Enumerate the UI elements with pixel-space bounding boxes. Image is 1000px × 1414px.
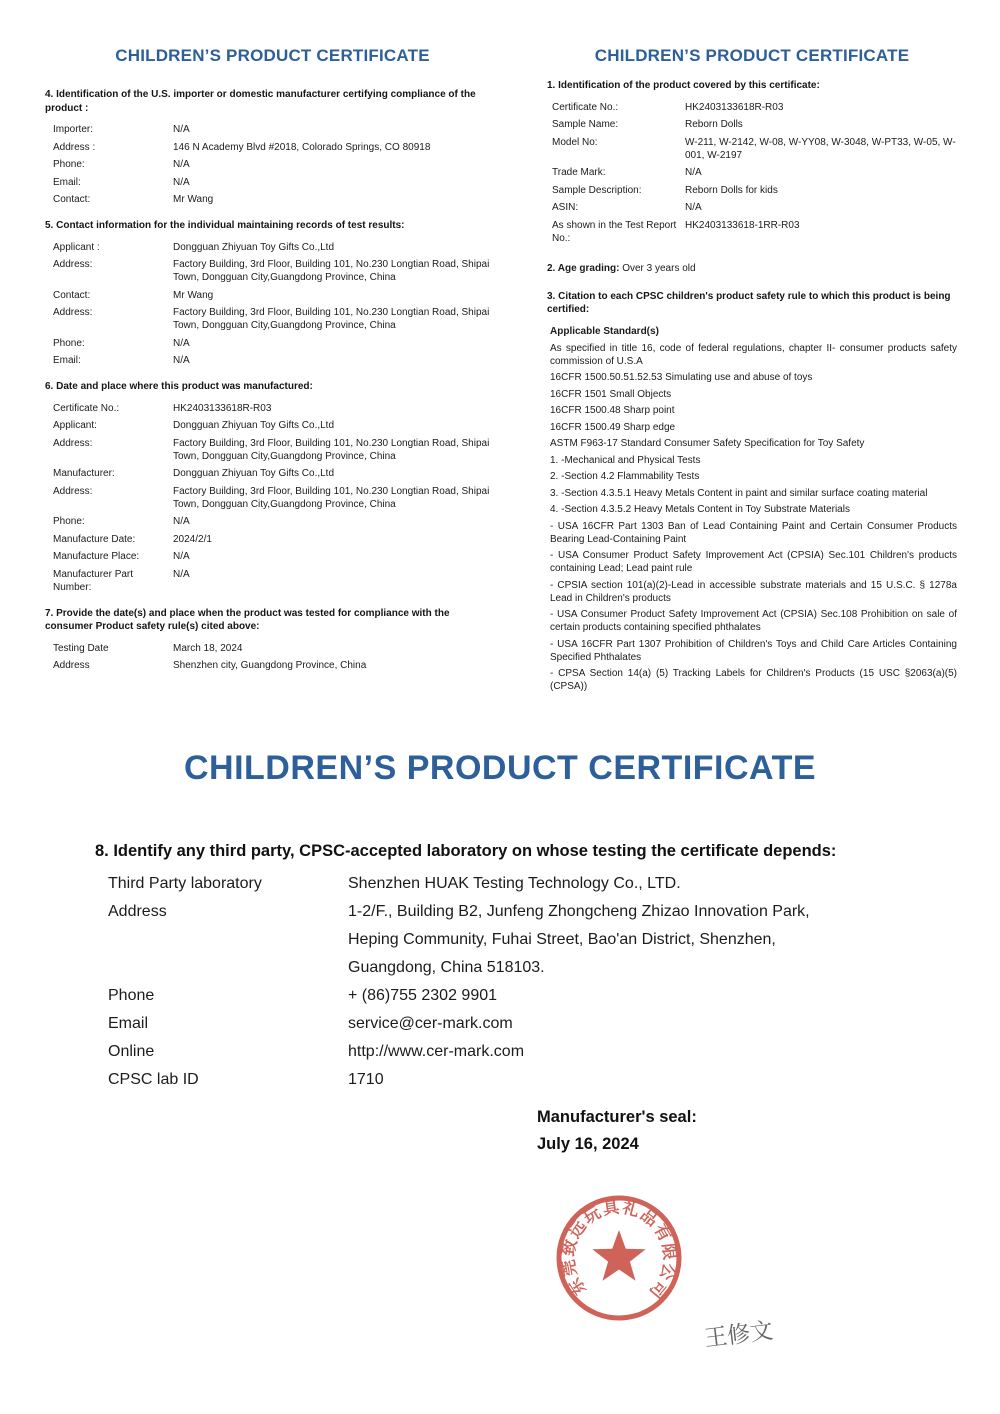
field-row <box>45 158 500 171</box>
section4-heading: 4. Identification of the U.S. importer or domestic manufacturer certifying compliance of the product : <box>45 89 476 114</box>
field-row <box>45 176 500 189</box>
field-value: Reborn Dolls <box>685 119 743 130</box>
field-value: Reborn Dolls for kids <box>685 184 778 196</box>
field-row <box>45 550 500 563</box>
field-label: Address: <box>53 437 93 449</box>
field-label: Contact: <box>53 289 91 301</box>
field-row <box>45 241 500 254</box>
field-label: Address : <box>53 141 96 153</box>
field-value: N/A <box>173 568 190 580</box>
field-label: Address: <box>53 485 93 497</box>
field-label: Manufacturer Part Number: <box>53 568 134 593</box>
field-label: Email <box>108 1015 149 1032</box>
field-value: N/A <box>173 176 190 188</box>
manufacturer-seal-label: Manufacturer's seal: <box>537 1108 697 1126</box>
field-label: Importer: <box>53 124 94 135</box>
field-row <box>45 258 500 284</box>
page-right <box>547 46 957 697</box>
citation-item: 4. -Section 4.3.5.2 Heavy Metals Content in Toy Substrate Materials <box>550 504 850 515</box>
seal-date: July 16, 2024 <box>537 1135 639 1153</box>
citation-item: 16CFR 1501 Small Objects <box>550 388 672 400</box>
field-value: service@cer-mark.com <box>348 1015 513 1032</box>
field-row <box>45 437 500 463</box>
field-label: Model No: <box>552 136 598 148</box>
field-value: Dongguan Zhiyuan Toy Gifts Co.,Ltd <box>173 420 335 431</box>
field-value: Dongguan Zhiyuan Toy Gifts Co.,Ltd <box>173 468 335 479</box>
stamp-star-icon <box>592 1230 645 1281</box>
field-label: Trade Mark: <box>552 167 606 178</box>
field-label: Phone: <box>53 337 85 349</box>
section8 <box>95 840 925 1094</box>
field-row <box>45 659 500 672</box>
citation-item: 1. -Mechanical and Physical Tests <box>550 454 701 466</box>
citation-item: 16CFR 1500.50.51.52.53 Simulating use and abuse of toys <box>550 372 813 383</box>
field-value: Mr Wang <box>173 289 214 301</box>
field-label: Email: <box>53 355 81 366</box>
field-value: 146 N Academy Blvd #2018, Colorado Springs, CO 80918 <box>173 141 431 153</box>
field-label: Address <box>53 660 90 671</box>
field-label: Contact: <box>53 194 91 205</box>
page-left <box>45 46 500 697</box>
field-value: HK2403133618R-R03 <box>173 402 272 414</box>
field-row <box>45 419 500 432</box>
field-row <box>45 642 500 655</box>
field-row <box>547 201 957 214</box>
citation-item: 2. -Section 4.2 Flammability Tests <box>550 471 700 482</box>
field-label: Sample Name: <box>552 119 619 130</box>
field-row <box>95 1066 925 1094</box>
citation-item: - USA Consumer Product Safety Improvement Act (CPSIA) Sec.108 Prohibition on sale of certain products containing specified phthalates <box>550 609 957 633</box>
field-row <box>95 1038 925 1066</box>
field-label: ASIN: <box>552 202 579 213</box>
field-label: Address <box>108 903 167 920</box>
section6-heading: 6. Date and place where this product was manufactured: <box>45 381 313 392</box>
stamp-company-name: 东莞致远玩具礼品有限公司 <box>558 1197 680 1304</box>
field-label: Applicant : <box>53 241 100 253</box>
field-value: Factory Building, 3rd Floor, Building 101, No.230 Longtian Road, Shipai Town, Dongguan City,Guangdong Province, China <box>173 437 490 462</box>
field-row <box>45 337 500 350</box>
field-row <box>45 402 500 415</box>
signature-text: 王修文 <box>702 1318 775 1353</box>
field-row <box>45 485 500 511</box>
field-row <box>95 898 925 982</box>
field-label: CPSC lab ID <box>108 1071 199 1088</box>
field-label: Phone: <box>53 159 85 170</box>
age-grading-value: Over 3 years old <box>622 262 696 274</box>
signature <box>696 1302 816 1362</box>
applicable-standards-subheading: Applicable Standard(s) <box>550 325 659 337</box>
field-label: Address: <box>53 259 93 270</box>
citation-item: ASTM F963-17 Standard Consumer Safety Specification for Toy Safety <box>550 438 865 449</box>
citation-item: - USA 16CFR Part 1307 Prohibition of Children's Toys and Child Care Articles Containing Specified Phthalates <box>550 638 957 663</box>
field-label: As shown in the Test Report No.: <box>552 219 677 244</box>
citation-item: 16CFR 1500.48 Sharp point <box>550 405 675 416</box>
section8-heading: 8. Identify any third party, CPSC-accepted laboratory on whose testing the certificate depends: <box>95 842 837 860</box>
field-value: Shenzhen HUAK Testing Technology Co., LTD. <box>348 875 681 892</box>
field-label: Manufacture Place: <box>53 551 140 562</box>
field-row <box>95 1010 925 1038</box>
citation-item: - USA Consumer Product Safety Improvement Act (CPSIA) Sec.101 Children's products containing Lead; Lead paint rule <box>550 550 957 574</box>
field-row <box>45 141 500 154</box>
field-row <box>547 166 957 179</box>
manufacturer-seal-block <box>537 1104 1000 1158</box>
field-label: Applicant: <box>53 420 97 431</box>
page-title: CHILDREN’S PRODUCT CERTIFICATE <box>594 46 910 65</box>
field-value: 2024/2/1 <box>173 533 212 545</box>
field-row <box>547 136 957 162</box>
citation-item: - USA 16CFR Part 1303 Ban of Lead Containing Paint and Certain Consumer Products Bearing Lead-Containing Paint <box>550 520 957 545</box>
citation-item: 3. -Section 4.3.5.1 Heavy Metals Content in paint and similar surface coating material <box>550 487 928 499</box>
field-value: 1-2/F., Building B2, Junfeng Zhongcheng Zhizao Innovation Park, Heping Community, Fuhai Street, Bao'an District, Shenzhen, Guangdong, China 518103. <box>348 903 810 976</box>
field-label: Certificate No.: <box>53 402 120 414</box>
age-grading-label: 2. Age grading: <box>547 262 620 274</box>
field-label: Phone <box>108 987 155 1004</box>
company-stamp-icon <box>539 1178 699 1338</box>
field-label: Email: <box>53 176 81 188</box>
field-value: HK2403133618R-R03 <box>685 101 784 113</box>
field-value: N/A <box>173 551 190 562</box>
field-row <box>45 289 500 302</box>
field-label: Manufacturer: <box>53 468 115 479</box>
field-value: Shenzhen city, Guangdong Province, China <box>173 660 367 671</box>
field-value: Factory Building, 3rd Floor, Building 101, No.230 Longtian Road, Shipai Town, Dongguan City,Guangdong Province, China <box>173 259 490 283</box>
field-value: N/A <box>173 159 190 170</box>
field-value: Factory Building, 3rd Floor, Building 101, No.230 Longtian Road, Shipai Town, Dongguan City,Guangdong Province, China <box>173 485 490 510</box>
field-value: W-211, W-2142, W-08, W-YY08, W-3048, W-PT33, W-05, W-001, W-2197 <box>685 136 956 161</box>
field-value: N/A <box>173 124 190 135</box>
field-row <box>45 515 500 528</box>
citation-item: - CPSIA section 101(a)(2)-Lead in accessible substrate materials and 15 U.S.C. § 1278a Lead in Children's products <box>550 579 957 604</box>
field-row <box>45 354 500 367</box>
field-row <box>45 193 500 206</box>
field-value: Factory Building, 3rd Floor, Building 101, No.230 Longtian Road, Shipai Town, Dongguan City,Guangdong Province, China <box>173 307 490 331</box>
section2-age-grading <box>547 262 957 275</box>
field-label: Sample Description: <box>552 184 642 196</box>
section3-heading: 3. Citation to each CPSC children's product safety rule to which this product is being certified: <box>547 290 951 315</box>
field-value: March 18, 2024 <box>173 642 243 654</box>
field-row <box>45 306 500 332</box>
field-value: Dongguan Zhiyuan Toy Gifts Co.,Ltd <box>173 241 335 253</box>
field-value: HK2403133618-1RR-R03 <box>685 219 800 231</box>
section7-heading: 7. Provide the date(s) and place when the product was tested for compliance with the consumer Product safety rule(s) cited above: <box>45 607 450 632</box>
field-value: 1710 <box>348 1071 384 1088</box>
field-label: Phone: <box>53 516 85 527</box>
citation-item: As specified in title 16, code of federal regulations, chapter II- consumer products safety commission of U.S.A <box>550 342 957 367</box>
field-value: + (86)755 2302 9901 <box>348 987 498 1004</box>
top-pages <box>45 46 957 697</box>
field-row <box>45 123 500 136</box>
field-label: Online <box>108 1043 155 1060</box>
citation-item: 16CFR 1500.49 Sharp edge <box>550 421 676 433</box>
field-row <box>95 982 925 1010</box>
field-label: Testing Date <box>53 642 109 654</box>
page-bottom <box>0 748 1000 1158</box>
field-row <box>45 467 500 480</box>
field-row <box>45 568 500 594</box>
field-label: Certificate No.: <box>552 101 619 113</box>
field-label: Manufacture Date: <box>53 533 136 545</box>
page-title: CHILDREN’S PRODUCT CERTIFICATE <box>183 749 817 787</box>
section5-heading: 5. Contact information for the individual maintaining records of test results: <box>45 220 405 231</box>
field-row <box>547 184 957 197</box>
citation-item: - CPSA Section 14(a) (5) Tracking Labels for Children's Products (15 USC §2063(a)(5) (CPSA)) <box>550 668 957 692</box>
field-value: Mr Wang <box>173 194 214 205</box>
field-value: N/A <box>173 337 190 349</box>
field-label: Third Party laboratory <box>108 875 262 892</box>
field-label: Address: <box>53 307 93 318</box>
field-value: N/A <box>173 355 190 366</box>
field-row <box>95 870 925 898</box>
field-row <box>547 101 957 114</box>
field-row <box>547 219 957 245</box>
field-value: http://www.cer-mark.com <box>348 1043 525 1060</box>
page-title: CHILDREN’S PRODUCT CERTIFICATE <box>115 46 430 65</box>
field-value: N/A <box>173 516 190 527</box>
field-row <box>45 533 500 546</box>
field-value: N/A <box>685 202 702 213</box>
section1-heading: 1. Identification of the product covered by this certificate: <box>547 80 820 91</box>
field-value: N/A <box>685 167 702 178</box>
field-row <box>547 118 957 131</box>
